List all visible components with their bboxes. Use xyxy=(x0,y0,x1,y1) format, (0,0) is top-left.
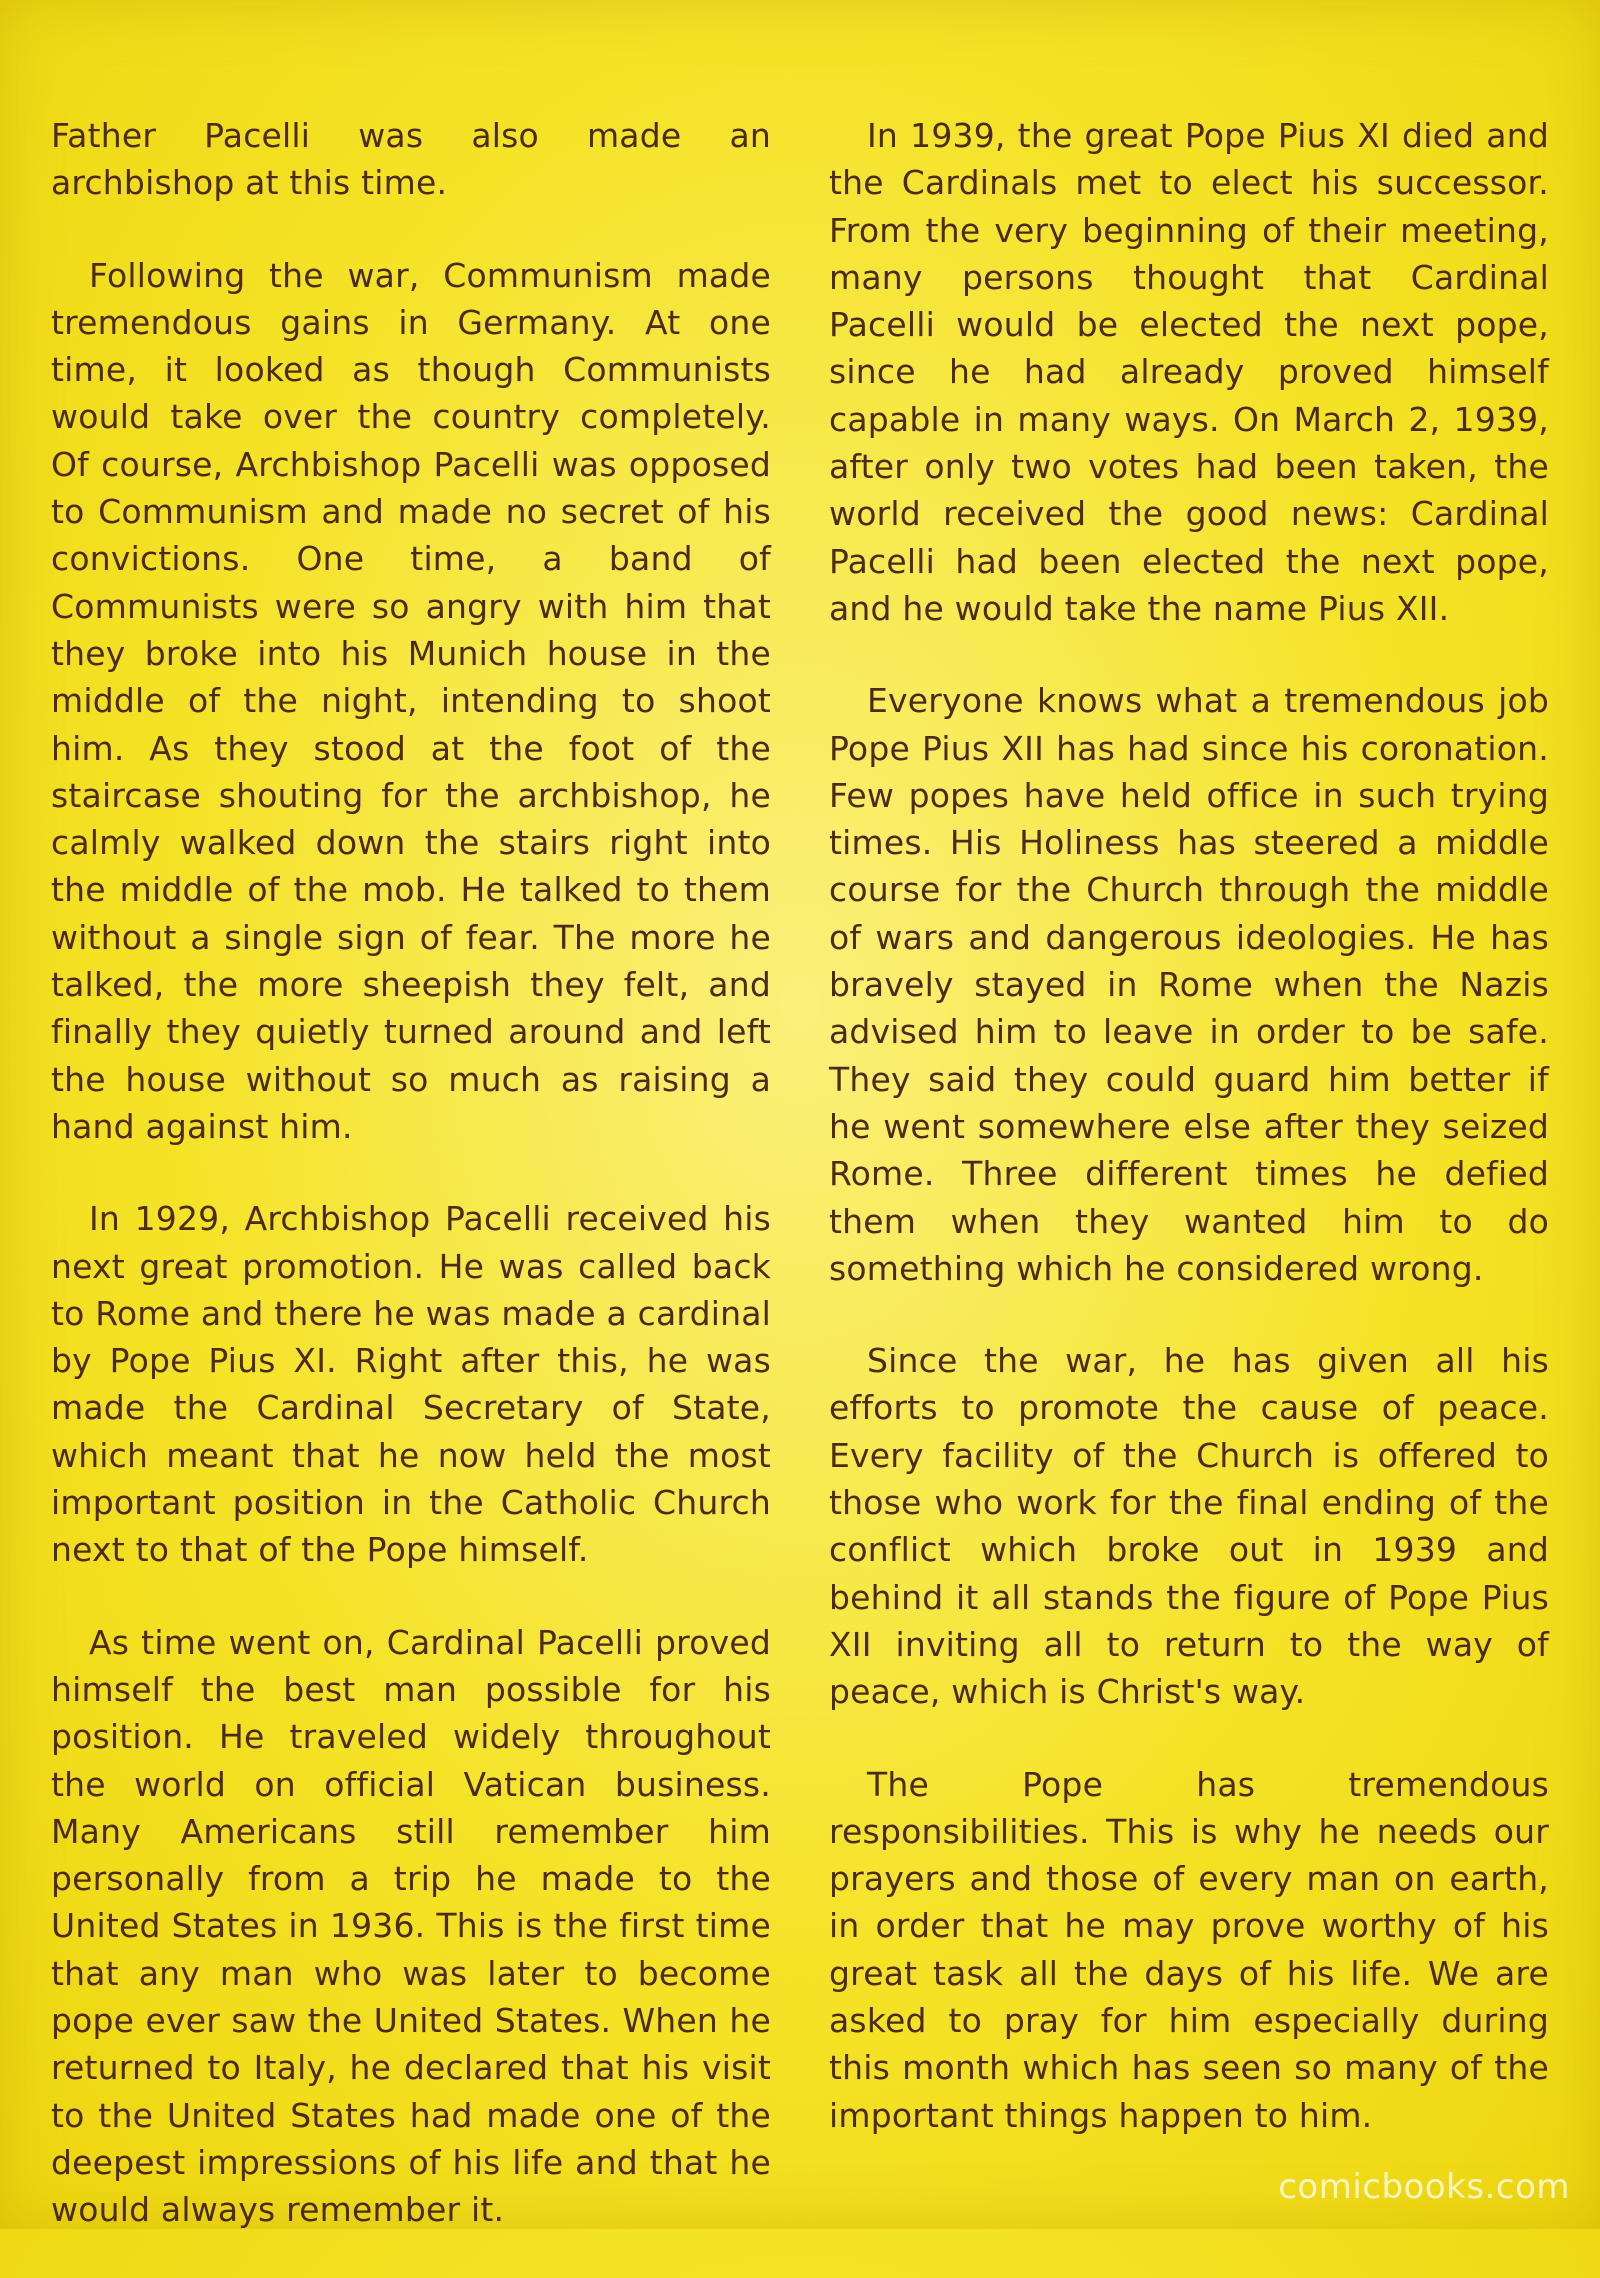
paragraph: The Pope has tremendous responsibilities. This is why he needs our prayers and those of every man on earth, in order that he may prove worthy of his great task all the days of his life. We are asked to pray for him especially during this month which has seen so many of the important things happen to him. xyxy=(829,1764,1549,2135)
paragraph: Everyone knows what a tremendous job Pope Pius XII has had since his coronation. Few popes have held office in such trying times. His Holiness has steered a middle course for the Church through the middle of wars and dangerous ideologies. He has bravely stayed in Rome when the Nazis advised him to leave in order to be safe. They said they could guard him better if he went somewhere else after they seized Rome. Three different times he defied them when they wanted him to do something which he considered wrong. xyxy=(829,681,1549,1288)
paragraph: Since the war, he has given all his efforts to promote the cause of peace. Every facility of the Church is offered to those who work for the final ending of the conflict which broke out in 1939 and behind it all stands the figure of Pope Pius XII inviting all to return to the way of peace, which is Christ's way. xyxy=(829,1341,1549,1712)
site-watermark: comicbooks.com xyxy=(1278,2167,1570,2207)
right-text-column xyxy=(829,112,1549,2184)
paragraph: In 1929, Archbishop Pacelli received his next great promotion. He was called back to Rome and there he was made a cardinal by Pope Pius XI. Right after this, he was made the Cardinal Secretary of State, which meant that he now held the most important position in the Catholic Church next to that of the Pope himself. xyxy=(51,1199,771,1570)
paragraph: Following the war, Communism made tremendous gains in Germany. At one time, it looked as though Communists would take over the country completely. Of course, Archbishop Pacelli was opposed to Communism and made no secret of his convictions. One time, a band of Communists were so angry with him that they broke into his Munich house in the middle of the night, intending to shoot him. As they stood at the foot of the staircase shouting for the archbishop, he calmly walked down the stairs right into the middle of the mob. He talked to them without a single sign of fear. The more he talked, the more sheepish they felt, and finally they quietly turned around and left the house without so much as raising a hand against him. xyxy=(51,255,771,1146)
paragraph: In 1939, the great Pope Pius XI died and the Cardinals met to elect his successor. From the very beginning of their meeting, many persons thought that Cardinal Pacelli would be elected the next pope, since he had already proved himself capable in many ways. On March 2, 1939, after only two votes had been taken, the world received the good news: Cardinal Pacelli had been elected the next pope, and he would take the name Pius XII. xyxy=(829,116,1549,628)
paragraph: Father Pacelli was also made an archbishop at this time. xyxy=(51,116,771,203)
paragraph: As time went on, Cardinal Pacelli proved himself the best man possible for his position. He traveled widely throughout the world on official Vatican business. Many Americans still remember him personally from a trip he made to the United States in 1936. This is the first time that any man who was later to become pope ever saw the United States. When he returned to Italy, he declared that his visit to the United States had made one of the deepest impressions of his life and that he would always remember it. xyxy=(51,1622,771,2230)
left-text-column xyxy=(51,112,771,2278)
